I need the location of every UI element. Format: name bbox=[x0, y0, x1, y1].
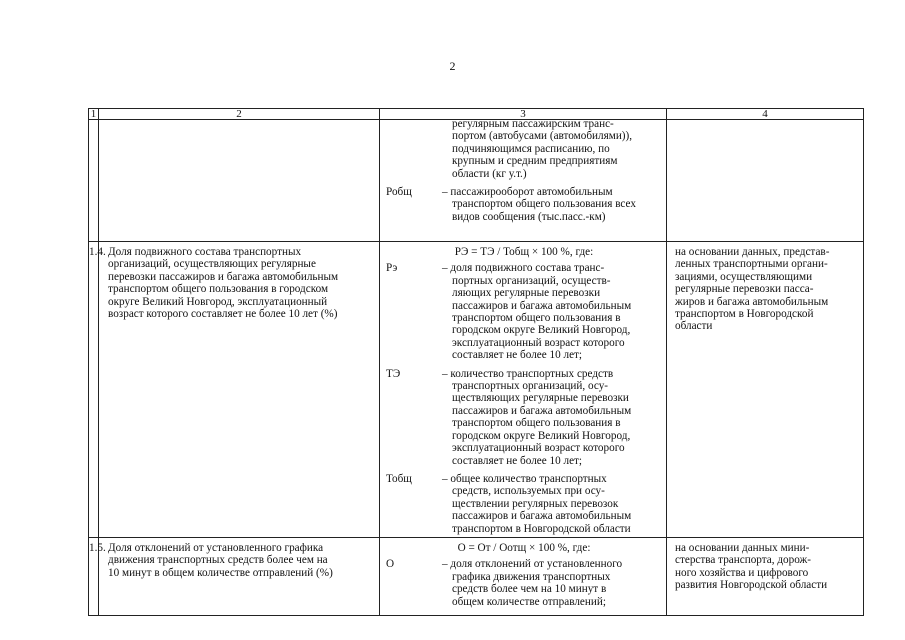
table-row bbox=[89, 120, 864, 242]
variable-symbol bbox=[386, 118, 442, 180]
header-col-2: 2 bbox=[99, 109, 380, 120]
variable-description: – доля отклонений от установленного графика движения транспортных средств более чем на 10 минут в общем количестве отправлений; bbox=[442, 558, 623, 608]
row-number bbox=[89, 120, 99, 242]
variable-entry bbox=[386, 473, 662, 535]
variable-symbol: Робщ bbox=[386, 186, 412, 199]
variable-entry bbox=[386, 558, 662, 608]
variable-entry bbox=[386, 262, 662, 361]
header-col-3: 3 bbox=[380, 109, 667, 120]
variable-entry bbox=[386, 368, 662, 467]
row-number: 1.4. bbox=[89, 242, 99, 538]
row-number: 1.5. bbox=[89, 537, 99, 615]
table-row bbox=[89, 242, 864, 538]
variable-symbol: ТЭ bbox=[386, 367, 401, 380]
formula: О = От / Оотщ × 100 %, где: bbox=[457, 541, 591, 554]
variable-symbol: Рэ bbox=[386, 262, 398, 275]
calculation-method bbox=[380, 242, 667, 538]
variable-description: – количество транспортных средств транспортных организаций, осу- ществляющих регулярные перевозки пассажиров и багажа автомобильным транспортом общего пользования в городском округе Великий Новгород, эксплуатационный возраст которого составляет не более 10 лет; bbox=[442, 367, 632, 467]
table-row bbox=[89, 537, 864, 615]
calculation-method bbox=[380, 120, 667, 242]
calculation-method bbox=[380, 537, 667, 615]
variable-description: – общее количество транспортных средств, используемых при осу- ществлении регулярных перевозок пассажиров и багажа автомобильным транспортом в Новгородской области bbox=[442, 472, 632, 535]
indicator-name: Доля отклонений от установленного графика движения транспортных средств более чем на 10 минут в общем количестве отправлений (%) bbox=[99, 537, 380, 615]
variable-symbol: О bbox=[386, 558, 395, 571]
header-col-1: 1 bbox=[89, 109, 99, 120]
indicator-name bbox=[99, 120, 380, 242]
data-source: на основании данных мини- стерства транспорта, дорож- ного хозяйства и цифрового развития Новгородской области bbox=[667, 537, 864, 615]
variable-entry bbox=[386, 118, 662, 180]
indicator-name: Доля подвижного состава транспортных организаций, осуществляющих регулярные перевозки пассажиров и багажа автомобильным транспортом общего пользования в городском округе Великий Новгород, эксплуатационный возраст которого составляет не более 10 лет (%) bbox=[99, 242, 380, 538]
variable-description: – пассажирооборот автомобильным транспортом общего пользования всех видов сообщения (тыс.пасс.-км) bbox=[442, 186, 636, 223]
variable-description: регулярным пассажирским транс- портом (автобусами (автомобилями)), подчиняющимся расписанию, по крупным и средним предприятиям области (кг у.т.) bbox=[452, 118, 633, 180]
variable-entry bbox=[386, 186, 662, 223]
header-col-4: 4 bbox=[667, 109, 864, 120]
data-source bbox=[667, 120, 864, 242]
variable-description: – доля подвижного состава транс- портных организаций, осуществ- ляющих регулярные перевозки пассажиров и багажа автомобильным транспортом общего пользования в городском округе Великий Новгород, эксплуатационный возраст которого составляет не более 10 лет; bbox=[442, 262, 632, 362]
variable-symbol: Тобщ bbox=[386, 472, 412, 485]
formula: РЭ = ТЭ / Тобщ × 100 %, где: bbox=[454, 246, 594, 258]
indicators-table bbox=[88, 108, 864, 616]
data-source: на основании данных, представ- ленных транспортными органи- зациями, осуществляющими регулярные перевозки пасса- жиров и багажа автомобильным транспортом в Новгородской области bbox=[667, 242, 864, 538]
page-number: 2 bbox=[449, 59, 456, 73]
